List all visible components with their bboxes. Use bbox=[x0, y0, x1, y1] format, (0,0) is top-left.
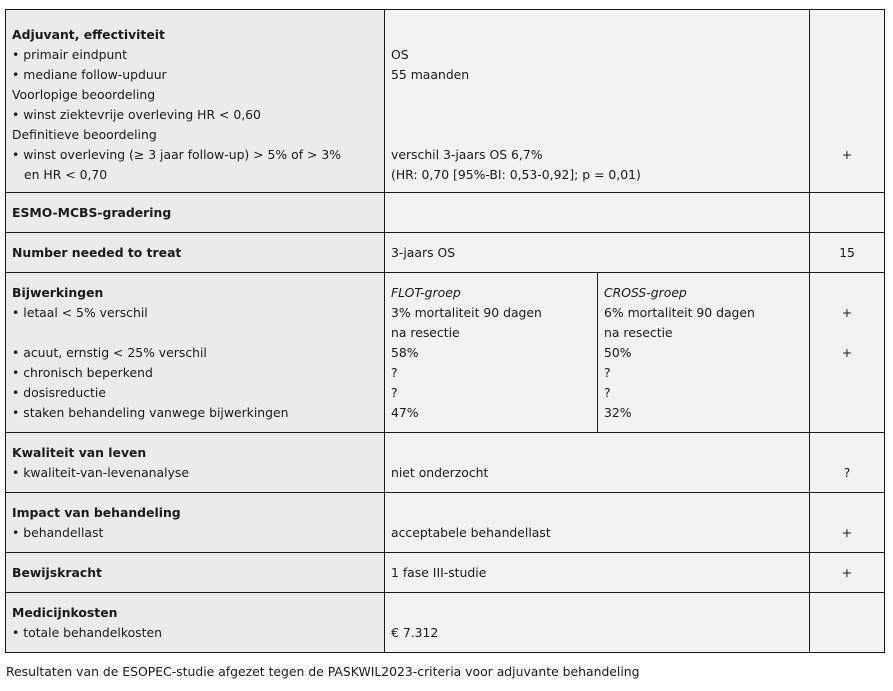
result-value: ? bbox=[391, 385, 398, 400]
criterion-label: • dosisreductie bbox=[12, 383, 378, 403]
result-value: acceptabele behandellast bbox=[391, 525, 551, 540]
result-value: niet onderzocht bbox=[391, 465, 489, 480]
criterion-label: • letaal < 5% verschil bbox=[12, 303, 378, 323]
column-header-cross: CROSS-groep bbox=[604, 285, 687, 300]
row-heading: ESMO-MCBS-gradering bbox=[12, 205, 172, 220]
score-value: + bbox=[841, 345, 853, 360]
row-heading: Number needed to treat bbox=[12, 245, 182, 260]
criterion-label: • mediane follow-upduur bbox=[12, 65, 378, 85]
row-heading: Bewijskracht bbox=[12, 565, 102, 580]
score-value: + bbox=[841, 565, 853, 580]
result-value: 3-jaars OS bbox=[391, 245, 456, 260]
subheading: Definitieve beoordeling bbox=[12, 127, 157, 142]
column-header-flot: FLOT-groep bbox=[391, 285, 461, 300]
criterion-label: • primair eindpunt bbox=[12, 45, 378, 65]
result-value: 3% mortaliteit 90 dagen bbox=[391, 305, 542, 320]
result-value: 32% bbox=[604, 405, 632, 420]
row-heading: Impact van behandeling bbox=[12, 505, 181, 520]
row-heading: Bijwerkingen bbox=[12, 285, 104, 300]
row-heading: Medicijnkosten bbox=[12, 605, 118, 620]
result-value: ? bbox=[391, 365, 398, 380]
criterion-label: • winst ziektevrije overleving HR < 0,60 bbox=[12, 105, 378, 125]
result-value: verschil 3-jaars OS 6,7% bbox=[391, 147, 543, 162]
result-value: 1 fase III-studie bbox=[391, 565, 487, 580]
result-value: 47% bbox=[391, 405, 419, 420]
row-kwaliteit bbox=[6, 433, 885, 493]
subheading: Voorlopige beoordeling bbox=[12, 87, 156, 102]
result-value: 58% bbox=[391, 345, 419, 360]
row-heading: Adjuvant, effectiviteit bbox=[12, 27, 165, 42]
row-heading: Kwaliteit van leven bbox=[12, 445, 147, 460]
criterion-label: en HR < 0,70 bbox=[24, 167, 108, 182]
criterion-label: • behandellast bbox=[12, 523, 378, 543]
row-bijwerkingen bbox=[6, 273, 885, 433]
criterion-label: • staken behandeling vanwege bijwerkingen bbox=[12, 403, 378, 423]
criterion-label: • chronisch beperkend bbox=[12, 363, 378, 383]
criterion-label: • kwaliteit-van-levenanalyse bbox=[12, 463, 378, 483]
result-value: na resectie bbox=[391, 325, 460, 340]
result-value: ? bbox=[604, 385, 611, 400]
table-caption: Resultaten van de ESOPEC-studie afgezet tegen de PASKWIL2023-criteria voor adjuvante behandeling bbox=[6, 664, 640, 679]
criterion-label: • acuut, ernstig < 25% verschil bbox=[12, 343, 378, 363]
score-value: + bbox=[841, 147, 853, 162]
row-esmo bbox=[6, 193, 885, 233]
result-value: (HR: 0,70 [95%-BI: 0,53-0,92]; p = 0,01) bbox=[391, 167, 641, 182]
score-value: + bbox=[841, 525, 853, 540]
score-value: ? bbox=[843, 465, 851, 480]
result-value: ? bbox=[604, 365, 611, 380]
result-value: 55 maanden bbox=[391, 67, 470, 82]
result-value: na resectie bbox=[604, 325, 673, 340]
row-bewijskracht bbox=[6, 553, 885, 593]
result-value: 6% mortaliteit 90 dagen bbox=[604, 305, 755, 320]
row-kosten bbox=[6, 593, 885, 653]
score-value: 15 bbox=[839, 245, 855, 260]
criterion-label: • totale behandelkosten bbox=[12, 623, 378, 643]
result-value: € 7.312 bbox=[391, 625, 439, 640]
row-effectiviteit bbox=[6, 10, 885, 193]
row-nnt bbox=[6, 233, 885, 273]
score-value: + bbox=[841, 305, 853, 320]
row-impact bbox=[6, 493, 885, 553]
result-value: OS bbox=[391, 47, 409, 62]
criterion-label: • winst overleving (≥ 3 jaar follow-up) > 5% of > 3% bbox=[12, 145, 378, 165]
result-value: 50% bbox=[604, 345, 632, 360]
criteria-table bbox=[5, 9, 885, 653]
